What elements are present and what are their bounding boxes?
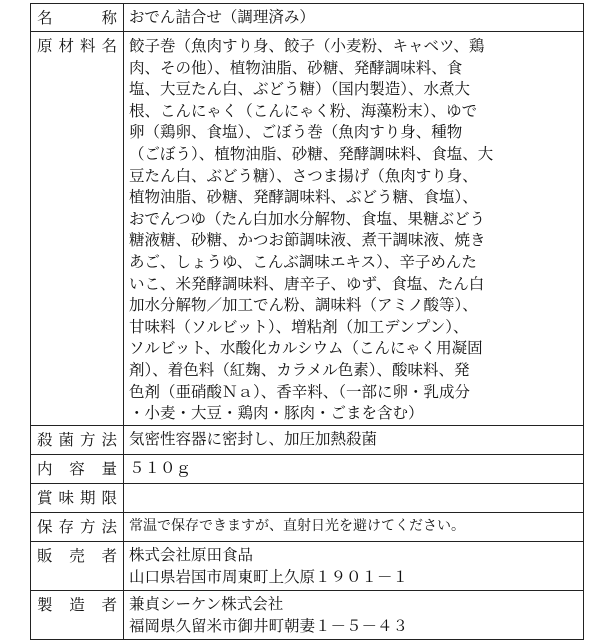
value-cell bbox=[124, 512, 584, 541]
ingredients-line: 餃子巻（魚肉すり身、餃子（小麦粉、キャベツ、鶏 bbox=[129, 37, 485, 55]
label-char: 名 bbox=[37, 9, 53, 27]
label-char: 料 bbox=[79, 37, 96, 55]
label-cell bbox=[31, 32, 124, 426]
value-cell bbox=[124, 541, 584, 590]
value-line: 気密性容器に密封し、加圧加熱殺菌 bbox=[129, 429, 378, 448]
value-line: 株式会社原田食品 bbox=[129, 545, 254, 564]
label-char: 販 bbox=[37, 546, 53, 565]
ingredients-line: 豆たん白、ぶどう糖）、さつま揚げ（魚肉すり身、 bbox=[129, 166, 478, 185]
label-cell bbox=[31, 541, 124, 590]
ingredients-line: 肉、その他）、植物油脂、砂糖、発酵調味料、食 bbox=[129, 58, 463, 77]
label-char: 法 bbox=[101, 517, 117, 536]
label-char: 称 bbox=[101, 9, 117, 27]
ingredients-line: 卵（鶏卵、食塩）、ごぼう巻（魚肉すり身、種物 bbox=[129, 123, 463, 142]
ingredients-text bbox=[124, 32, 583, 425]
label-char: 菌 bbox=[58, 430, 74, 449]
label-char: 法 bbox=[101, 430, 117, 449]
ingredients-line: 色剤（亜硝酸Ｎａ）、香辛料、（一部に卵・乳成分 bbox=[129, 382, 471, 401]
value-line: おでん詰合せ（調理済み） bbox=[129, 8, 315, 26]
row-storage bbox=[31, 512, 584, 541]
ingredients-line: ・小麦・大豆・鶏肉・豚肉・ごまを含む） bbox=[129, 404, 424, 423]
ingredients-line: 根、こんにゃく（こんにゃく粉、海藻粉末）、ゆで bbox=[129, 101, 478, 120]
label-cell bbox=[31, 512, 124, 541]
food-label-table bbox=[30, 3, 584, 640]
ingredients-line: ソルビット、水酸化カルシウム（こんにゃく用凝固 bbox=[129, 339, 483, 358]
label-char: 量 bbox=[101, 459, 117, 478]
label-cell bbox=[31, 4, 124, 32]
ingredients-line: あご、しょうゆ、こんぶ調味エキス）、辛子めんた bbox=[129, 252, 477, 271]
value-line: 福岡県久留米市御井町朝妻１－５－４３ bbox=[129, 616, 409, 635]
value-cell bbox=[124, 454, 584, 483]
label-char: 者 bbox=[101, 546, 117, 565]
label-char: 売 bbox=[69, 546, 85, 565]
ingredients-line: 甘味料（ソルビット）、増粘剤（加工デンプン）、 bbox=[129, 317, 469, 336]
row-best-before bbox=[31, 483, 584, 512]
ingredients-line: 糖液糖、砂糖、かつお節調味液、煮干調味液、焼き bbox=[129, 231, 486, 250]
label-char: 期 bbox=[79, 488, 96, 507]
row-sterilization bbox=[31, 425, 584, 454]
label-char: 限 bbox=[101, 488, 117, 507]
value-cell bbox=[124, 483, 584, 512]
ingredients-line: （ごぼう）、植物油脂、砂糖、発酵調味料、食塩、大 bbox=[129, 144, 494, 163]
label-char: 保 bbox=[37, 517, 53, 536]
label-char: 内 bbox=[37, 459, 53, 478]
label-char: 方 bbox=[79, 517, 96, 536]
label-char: 存 bbox=[58, 517, 74, 536]
label-char: 名 bbox=[101, 37, 117, 55]
value-cell bbox=[124, 4, 584, 32]
label-cell bbox=[31, 454, 124, 483]
label-char: 味 bbox=[58, 488, 74, 507]
row-net-weight bbox=[31, 454, 584, 483]
ingredients-line: いこ、米発酵調味料、唐辛子、ゆず、食塩、たん白 bbox=[129, 274, 485, 293]
label-char: 製 bbox=[37, 595, 53, 614]
label-cell bbox=[31, 425, 124, 454]
row-seller bbox=[31, 541, 584, 590]
ingredients-line: 塩、大豆たん白、ぶどう糖）（国内製造）、水煮大 bbox=[129, 80, 471, 99]
ingredients-line: 加水分解物／加工でん粉、調味料（アミノ酸等）、 bbox=[129, 296, 478, 315]
value-line: 山口県岩国市周東町上久原１９０１－１ bbox=[129, 567, 409, 586]
label-char: 容 bbox=[69, 459, 85, 478]
label-char: 材 bbox=[58, 37, 74, 55]
ingredients-line: 植物油脂、砂糖、発酵調味料、ぶどう糖、食塩）、 bbox=[129, 188, 478, 207]
value-cell bbox=[124, 32, 584, 426]
value-cell bbox=[124, 425, 584, 454]
label-char: 殺 bbox=[37, 430, 53, 449]
label-cell bbox=[31, 483, 124, 512]
ingredients-line: おでんつゆ（たん白加水分解物、食塩、果糖ぶどう bbox=[129, 209, 486, 228]
row-name bbox=[31, 4, 584, 32]
value-line: ５１０ｇ bbox=[129, 458, 192, 477]
row-ingredients bbox=[31, 32, 584, 426]
label-char: 者 bbox=[101, 595, 117, 614]
label-char: 方 bbox=[79, 430, 96, 449]
label-char: 造 bbox=[69, 595, 85, 614]
value-line: 兼貞シーケン株式会社 bbox=[129, 594, 284, 613]
label-char: 賞 bbox=[37, 488, 53, 507]
value-line: 常温で保存できますが、直射日光を避けてください。 bbox=[129, 517, 465, 534]
label-char: 原 bbox=[37, 37, 53, 55]
ingredients-line: 剤）、着色料（紅麹、カラメル色素）、酸味料、発 bbox=[129, 360, 470, 379]
